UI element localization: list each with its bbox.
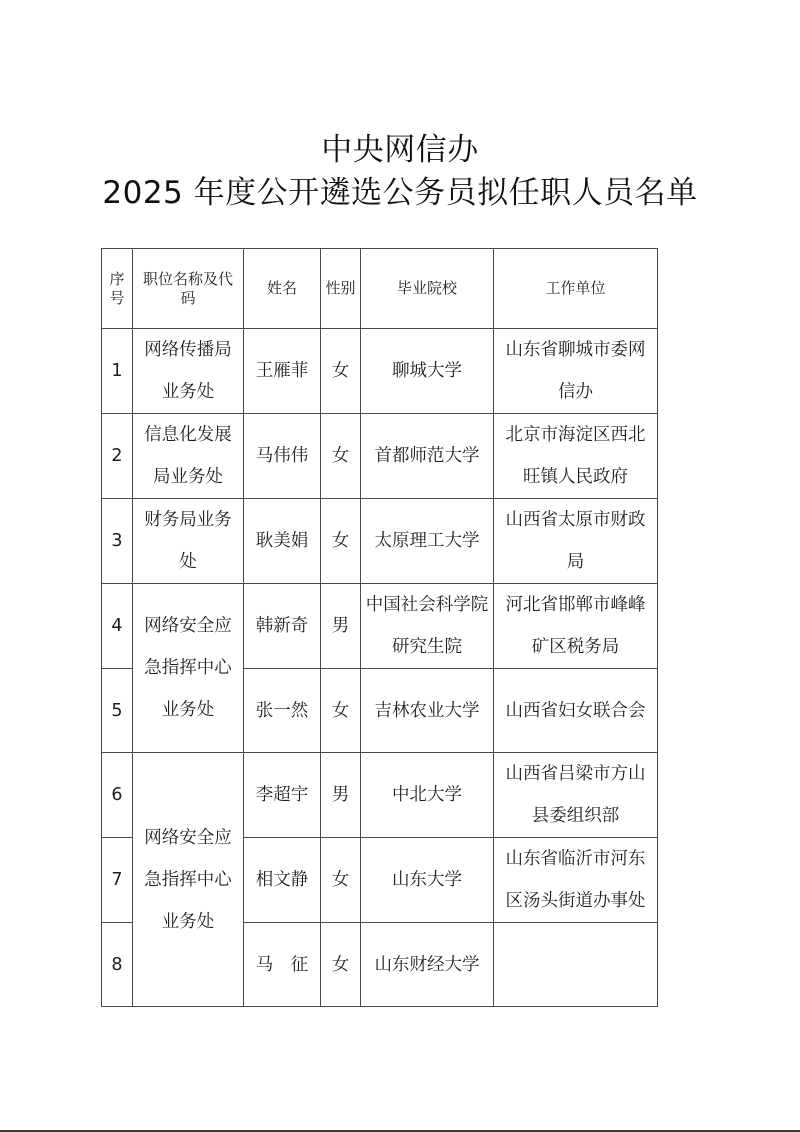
cell-gender: 女 — [321, 329, 361, 414]
cell-school: 中国社会科学院研究生院 — [361, 584, 494, 669]
cell-gender: 男 — [321, 584, 361, 669]
cell-position: 网络传播局业务处 — [133, 329, 244, 414]
cell-gender: 女 — [321, 669, 361, 753]
cell-employer: 北京市海淀区西北旺镇人民政府 — [494, 414, 658, 499]
table-row — [102, 414, 658, 499]
cell-school: 首都师范大学 — [361, 414, 494, 499]
cell-school: 中北大学 — [361, 753, 494, 838]
header-seq: 序号 — [102, 249, 133, 329]
cell-seq: 6 — [102, 753, 133, 838]
cell-position-merged: 网络安全应急指挥中心业务处 — [133, 753, 244, 1007]
cell-employer: 山东省聊城市委网信办 — [494, 329, 658, 414]
cell-seq: 7 — [102, 838, 133, 923]
cell-employer: 河北省邯郸市峰峰矿区税务局 — [494, 584, 658, 669]
cell-seq: 3 — [102, 499, 133, 584]
cell-name: 马伟伟 — [244, 414, 321, 499]
header-employer: 工作单位 — [494, 249, 658, 329]
table-row — [102, 329, 658, 414]
header-position: 职位名称及代码 — [133, 249, 244, 329]
header-name: 姓名 — [244, 249, 321, 329]
cell-position: 财务局业务处 — [133, 499, 244, 584]
document-title-line2: 2025 年度公开遴选公务员拟任职人员名单 — [102, 175, 698, 211]
cell-gender: 女 — [321, 838, 361, 923]
cell-name: 耿美娟 — [244, 499, 321, 584]
cell-name: 韩新奇 — [244, 584, 321, 669]
cell-seq: 4 — [102, 584, 133, 669]
cell-gender: 女 — [321, 923, 361, 1007]
cell-employer: 山东省临沂市河东区汤头街道办事处 — [494, 838, 658, 923]
document-title-line1: 中央网信办 — [321, 132, 479, 168]
cell-gender: 女 — [321, 414, 361, 499]
header-gender: 性别 — [321, 249, 361, 329]
table-header-row — [102, 249, 658, 329]
cell-gender: 男 — [321, 753, 361, 838]
cell-position: 信息化发展局业务处 — [133, 414, 244, 499]
roster-table — [101, 248, 658, 1007]
table-row — [102, 499, 658, 584]
cell-employer: 山西省妇女联合会 — [494, 669, 658, 753]
header-school: 毕业院校 — [361, 249, 494, 329]
cell-name: 相文静 — [244, 838, 321, 923]
cell-school: 吉林农业大学 — [361, 669, 494, 753]
table-row — [102, 584, 658, 669]
cell-employer: 山西省吕梁市方山县委组织部 — [494, 753, 658, 838]
cell-position-merged: 网络安全应急指挥中心业务处 — [133, 584, 244, 753]
table-row — [102, 753, 658, 838]
cell-name: 李超宇 — [244, 753, 321, 838]
cell-school: 太原理工大学 — [361, 499, 494, 584]
cell-name: 王雁菲 — [244, 329, 321, 414]
cell-school: 山东大学 — [361, 838, 494, 923]
cell-gender: 女 — [321, 499, 361, 584]
cell-employer: 山西省太原市财政局 — [494, 499, 658, 584]
cell-school: 山东财经大学 — [361, 923, 494, 1007]
cell-seq: 2 — [102, 414, 133, 499]
cell-employer — [494, 923, 658, 1007]
cell-seq: 5 — [102, 669, 133, 753]
cell-name: 张一然 — [244, 669, 321, 753]
cell-seq: 8 — [102, 923, 133, 1007]
cell-school: 聊城大学 — [361, 329, 494, 414]
cell-name: 马 征 — [244, 923, 321, 1007]
cell-seq: 1 — [102, 329, 133, 414]
